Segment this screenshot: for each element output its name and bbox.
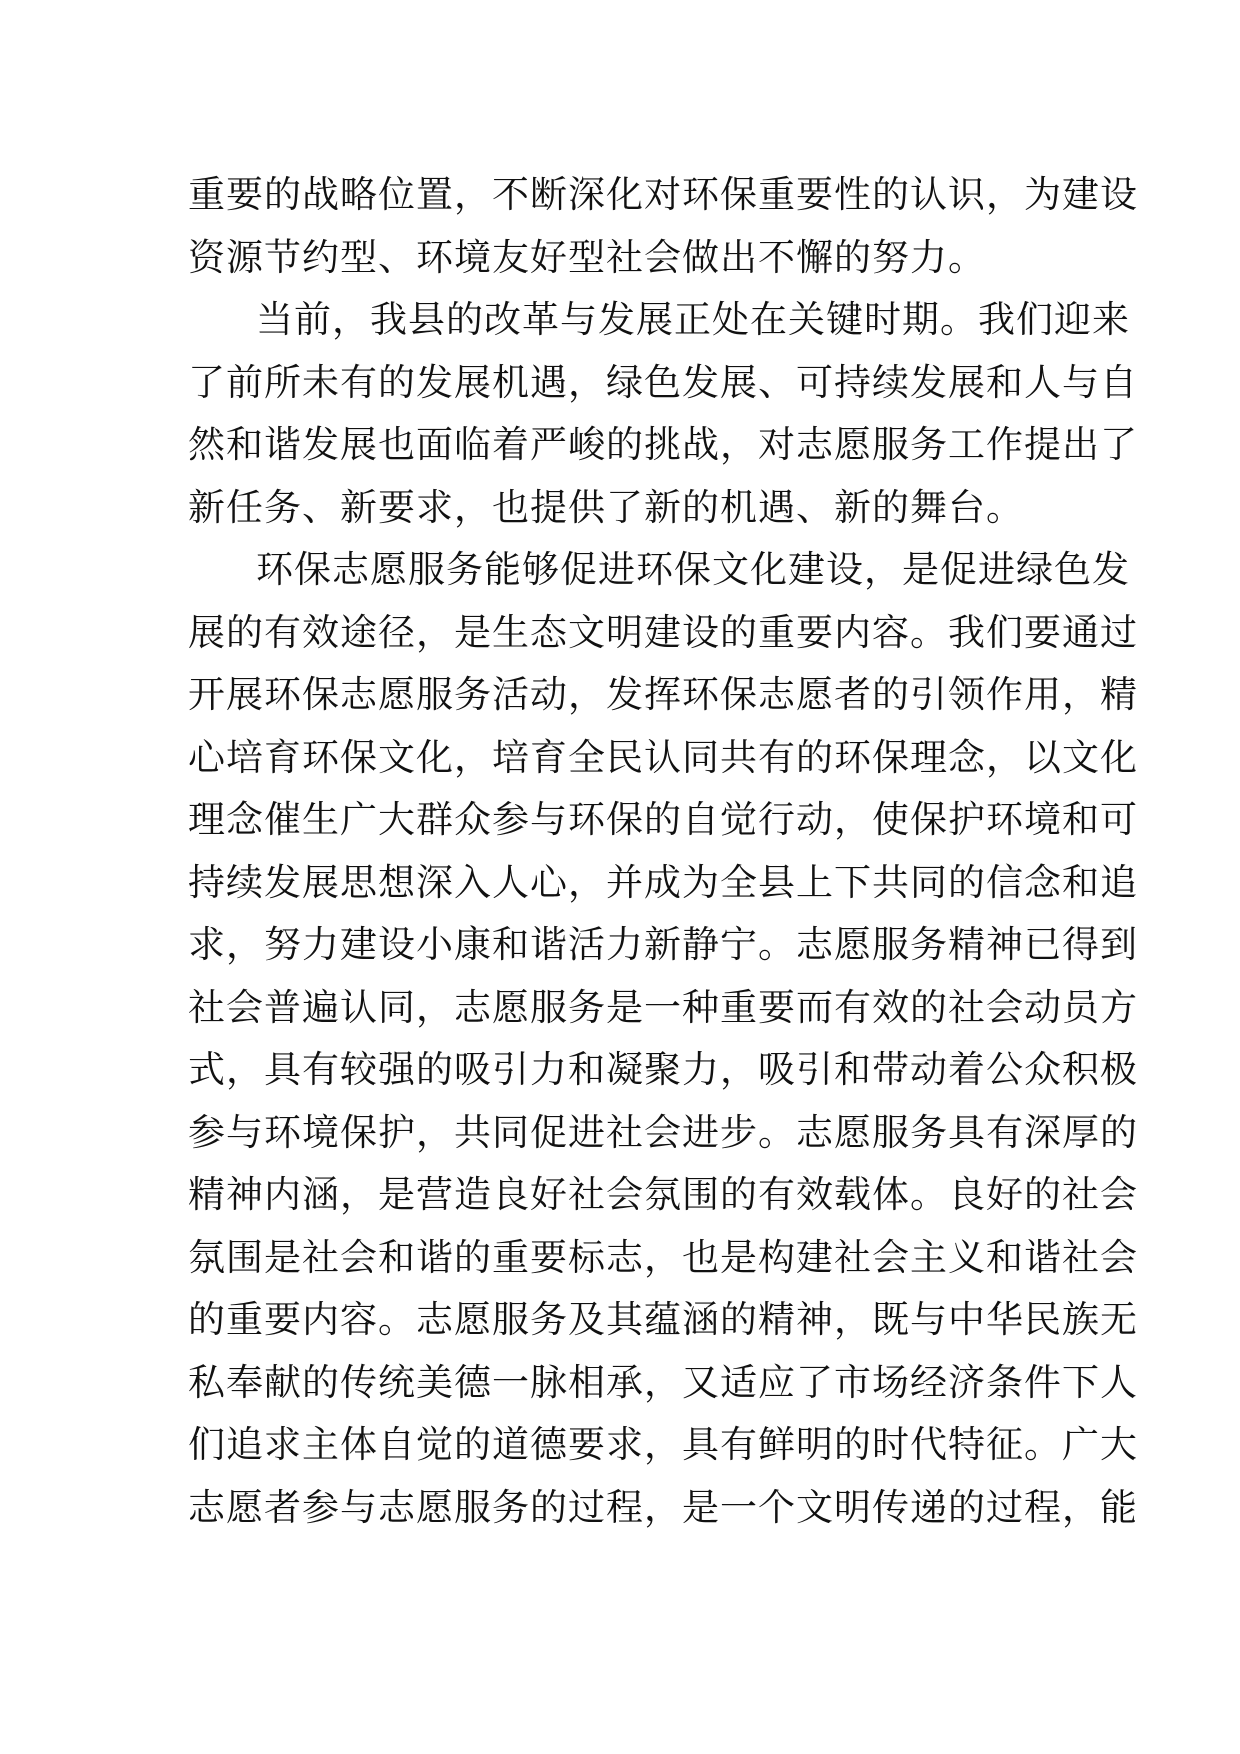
text-line: 们追求主体自觉的道德要求，具有鲜明的时代特征。广大 (188, 1423, 1138, 1466)
paragraph-2 (188, 289, 1138, 539)
text-line: 参与环境保护，共同促进社会进步。志愿服务具有深厚的 (188, 1110, 1138, 1154)
paragraph-1 (188, 164, 1138, 289)
text-line: 的重要内容。志愿服务及其蕴涵的精神，既与中华民族无 (188, 1298, 1138, 1341)
text-line: 志愿者参与志愿服务的过程，是一个文明传递的过程，能 (188, 1485, 1138, 1529)
text-line: 精神内涵，是营造良好社会氛围的有效载体。良好的社会 (188, 1173, 1138, 1216)
text-line: 式，具有较强的吸引力和凝聚力，吸引和带动着公众积极 (188, 1048, 1138, 1091)
text-line: 了前所未有的发展机遇，绿色发展、可持续发展和人与自 (188, 360, 1138, 404)
text-line: 新任务、新要求，也提供了新的机遇、新的舞台。 (188, 485, 1024, 529)
text-line: 理念催生广大群众参与环保的自觉行动，使保护环境和可 (188, 798, 1138, 841)
text-line: 私奉献的传统美德一脉相承，又适应了市场经济条件下人 (188, 1360, 1138, 1404)
text-line: 氛围是社会和谐的重要标志，也是构建社会主义和谐社会 (188, 1235, 1138, 1279)
text-line: 重要的战略位置，不断深化对环保重要性的认识，为建设 (188, 173, 1138, 216)
body-text (188, 164, 1138, 1539)
text-line: 资源节约型、环境友好型社会做出不懈的努力。 (188, 235, 986, 279)
text-line: 求，努力建设小康和谐活力新静宁。志愿服务精神已得到 (188, 923, 1138, 966)
text-line: 开展环保志愿服务活动，发挥环保志愿者的引领作用，精 (188, 673, 1138, 716)
text-line: 持续发展思想深入人心，并成为全县上下共同的信念和追 (188, 860, 1138, 904)
text-line: 展的有效途径，是生态文明建设的重要内容。我们要通过 (188, 610, 1138, 654)
text-line: 当前，我县的改革与发展正处在关键时期。我们迎来 (256, 298, 1130, 341)
paragraph-3 (188, 539, 1138, 1539)
text-line: 社会普遍认同，志愿服务是一种重要而有效的社会动员方 (188, 985, 1138, 1029)
text-line: 然和谐发展也面临着严峻的挑战，对志愿服务工作提出了 (188, 423, 1138, 466)
text-line: 环保志愿服务能够促进环保文化建设，是促进绿色发 (256, 548, 1130, 591)
text-line: 心培育环保文化，培育全民认同共有的环保理念，以文化 (188, 735, 1138, 779)
